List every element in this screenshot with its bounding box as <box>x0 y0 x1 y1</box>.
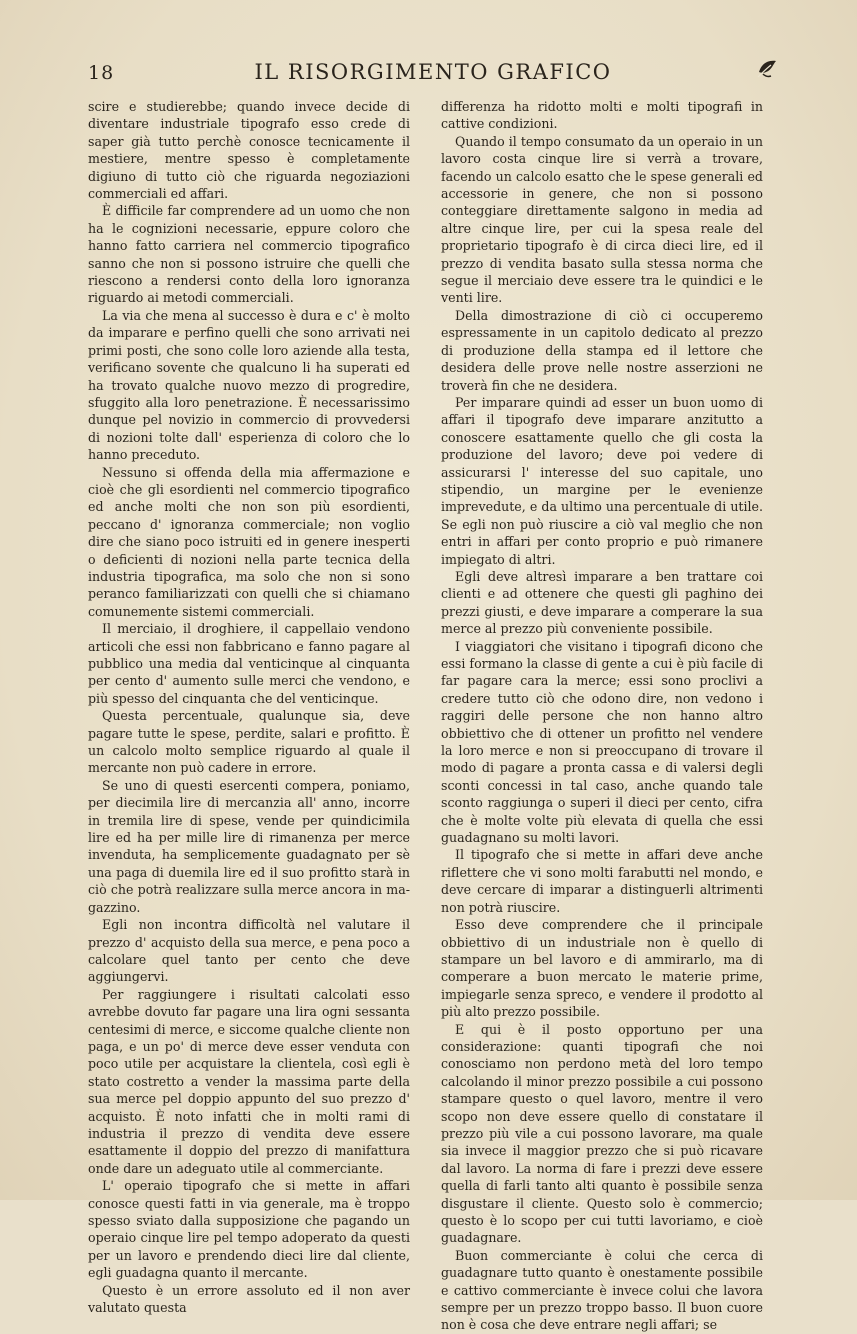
paragraph: È difficile far comprendere ad un uomo che non ha le cognizioni necessarie, eppure coloro che hanno fatto carriera nel commercio tipografico sanno che non si possono istruire che quelli che riescono a rendersi conto della loro ignoranza riguardo ai metodi commerciali. <box>88 203 410 306</box>
paragraph: Nessuno si offenda della mia affermazione e cioè che gli esordienti nel commercio tipografico ed anche molti che non son più esordienti, peccano d' ignoranza commerciale; non voglio dire che siano poco istruiti ed in genere inesperti o deficienti di nozioni nella parte tecnica della industria tipografica, ma solo che non si sono peranco familiarizzati con quelli che si chiamano comunemente sistemi commerciali. <box>88 464 410 619</box>
paragraph: L' operaio tipografo che si mette in affari conosce questi fatti in via generale, ma è troppo spesso sviato dalla supposizione che pagando un operaio cinque lire pel tempo adoperato da questi per un lavoro e prendendo dieci lire dal cliente, egli guadagna quanto il mercante. <box>88 1178 410 1281</box>
paragraph: Egli non incontra difficoltà nel valutare il prezzo d' acquisto della sua merce, e pena poco a calcolare quel tanto per cento che deve aggiungervi. <box>88 917 410 985</box>
paragraph: Questa percentuale, qualunque sia, deve pagare tutte le spese, perdite, salari e profitto. È un calcolo molto semplice riguardo al quale il mercante non può cadere in errore. <box>88 708 410 776</box>
right-column <box>441 98 763 1334</box>
page-number: 18 <box>88 62 115 84</box>
paragraph: Egli deve altresì imparare a ben trattare coi clienti e ad ottenere che questi gli paghino dei prezzi giusti, e deve imparare a comperare la sua merce al prezzo più conveniente possibile. <box>441 568 763 637</box>
paragraph: Questo è un errore assoluto ed il non aver valutato questa <box>88 1282 410 1316</box>
left-column <box>88 98 410 1316</box>
paragraph: Della dimostrazione di ciò ci occuperemo espressamente in un capitolo dedicato al prezzo di produzione della stampa ed il lettore che desidera delle prove nelle nostre asserzioni ne troverà fin che ne desidera. <box>441 307 763 393</box>
paragraph: La via che mena al successo è dura e c' è molto da imparare e perfino quelli che sono arrivati nei primi posti, che sono colle loro aziende alla testa, verificano sovente che qualcuno li ha superati ed ha trovato qualche nuovo mezzo di progredire, sfuggito alla loro penetrazione. È necessarissimo dunque pel novizio in commercio di provvedersi di nozioni tolte dall' esperienza di coloro che lo hanno preceduto. <box>88 307 410 463</box>
paragraph: differenza ha ridotto molti e molti tipografi in cattive condizioni. <box>441 99 763 132</box>
running-header <box>88 58 778 88</box>
paragraph: Esso deve comprendere che il principale obbiettivo di un industriale non è quello di stampare un bel lavoro e di ammirarlo, ma di comperare a buon mercato le materie prime, impiegarle senza spreco, e vendere il prodotto al più alto prezzo possibile. <box>441 917 763 1020</box>
journal-title: IL RISORGIMENTO GRAFICO <box>254 60 612 84</box>
paragraph: Se uno di questi esercenti compera, poniamo, per diecimila lire di mercanzia all' anno, incorre in tremila lire di spese, vende per quindicimila lire ed ha per mille lire di rimanenza per merce invenduta, ha semplicemente guadagnato per sè una paga di duemila lire ed il suo profitto starà in ciò che potrà realizzare sulla merce ancora in magazzino. <box>88 777 410 915</box>
paragraph: Il merciaio, il droghiere, il cappellaio vendono articoli che essi non fabbricano e fanno pagare al pubblico una media dal venticinque al cinquanta per cento d' aumento sulle merci che vendono, e più spesso del cinquanta che del venticinque. <box>88 621 410 706</box>
paragraph: Per imparare quindi ad esser un buon uomo di affari il tipografo deve imparare anzitutto a conoscere esattamente quello che gli costa la produzione del lavoro; deve poi vedere di assicurarsi l' interesse del suo capitale, uno stipendio, un margine per le evenienze imprevedute, e da ultimo una percentuale di utile. Se egli non può riuscire a ciò val meglio che non entri in affari per conto proprio e può rimanere impiegato di altri. <box>441 394 763 567</box>
leaf-ornament-icon <box>756 58 778 80</box>
paragraph: Quando il tempo consumato da un operaio in un lavoro costa cinque lire si verrà a trovare, facendo un calcolo esatto che le spese generali ed accessorie in genere, che non si possono conteggiare direttamente salgono in media ad altre cinque lire, per cui la spesa reale del proprietario tipografo è di circa dieci lire, ed il prezzo di vendita basato sulla stessa norma che segue il merciaio deve essere tra le quindici e le venti lire. <box>441 133 763 306</box>
paragraph: Il tipografo che si mette in affari deve anche riflettere che vi sono molti farabutti nel mondo, e deve cercare di imparar a distinguerli altrimenti non potrà riuscire. <box>441 847 763 915</box>
paragraph: E qui è il posto opportuno per una considerazione: quanti tipografi che noi conosciamo non perdono metà del loro tempo calcolando il minor prezzo possibile a cui possono stampare questo o quel lavoro, mentre il vero scopo non deve essere quello di constatare il prezzo più vile a cui possono lavorare, ma quale sia invece il maggior prezzo che si può ricavare dal lavoro. La norma di fare i prezzi deve essere quella di farli tanto alti quanto è possibile senza disgustare il cliente. Questo solo è commercio; questo è lo scopo per cui tutti lavoriamo, e cioè guadagnare. <box>441 1021 763 1246</box>
paragraph: Per raggiungere i risultati calcolati esso avrebbe dovuto far pagare una lira ogni sessanta centesimi di merce, e siccome qualche cliente non paga, e un po' di merce deve esser venduta con poco utile per acquistare la clientela, così egli è stato costretto a vender la massima parte della sua merce pel doppio appunto del suo prezzo d' acquisto. È noto infatti che in molti rami di industria il prezzo di vendita deve essere esattamente il doppio del prezzo di manifattura onde dare un adeguato utile al commerciante. <box>88 986 410 1176</box>
paragraph: Buon commerciante è colui che cerca di guadagnare tutto quanto è onestamente possibile e cattivo commerciante è invece colui che lavora sempre per un prezzo troppo basso. Il buon cuore non è cosa che deve entrare negli affari; se <box>441 1247 763 1333</box>
paragraph: scire e studierebbe; quando invece decide di diventare industriale tipografo esso crede di saper già tutto perchè conosce tecnicamente il mestiere, mentre spesso è completamente digiuno di tutto ciò che riguarda negoziazioni commerciali ed affari. <box>88 99 410 202</box>
paragraph: I viaggiatori che visitano i tipografi dicono che essi formano la classe di gente a cui è più facile di far pagare cara la merce; essi sono proclivi a credere tutto ciò che odono dire, non vedono i raggiri delle persone che non hanno altro obbiettivo che di ottener un profitto nel vendere la loro merce e non si preoccupano di trovare il modo di pagare a pronta cassa e di valersi degli sconti concessi in tal caso, anche quando tale sconto raggiunga o superi il dieci per cento, cifra che è molte volte più elevata di quella che essi guadagnano su molti lavori. <box>441 638 763 846</box>
